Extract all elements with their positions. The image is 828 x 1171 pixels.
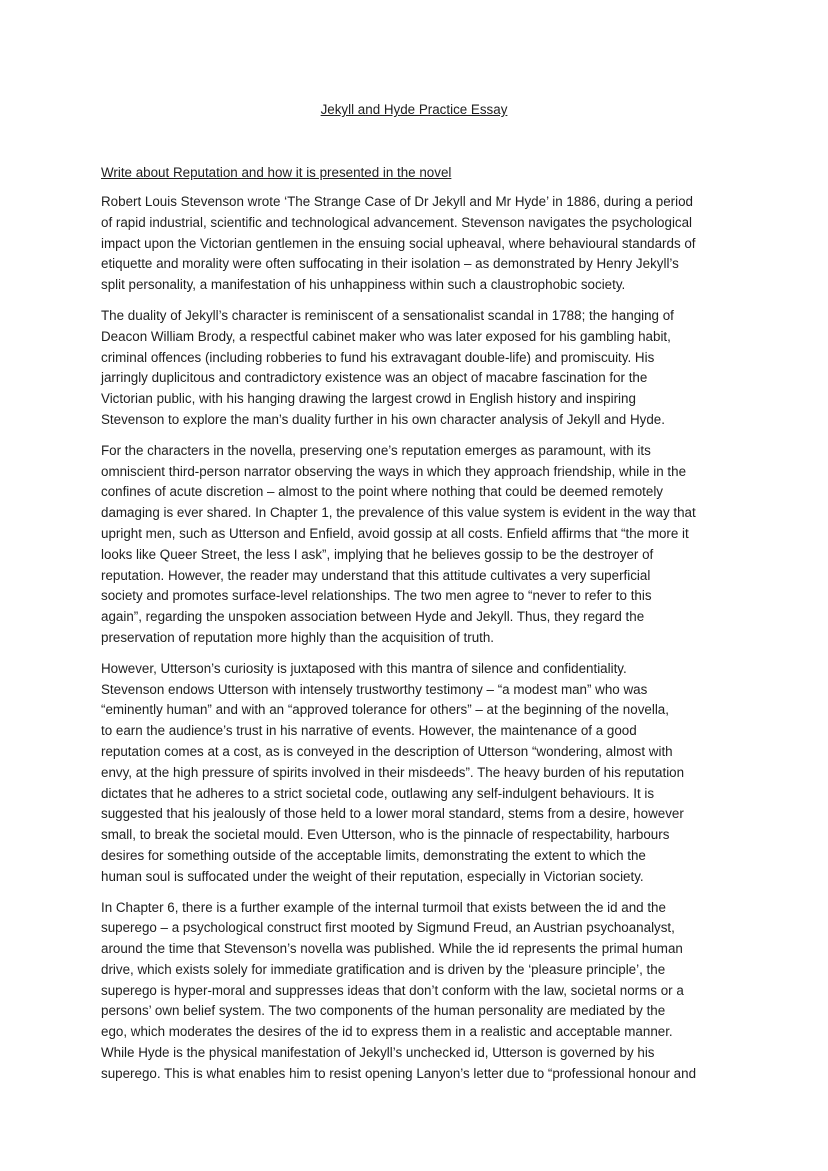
essay-title: Jekyll and Hyde Practice Essay (320, 102, 508, 117)
paragraph-line: around the time that Stevenson’s novella was published. While the id represents the primal human (101, 941, 683, 957)
essay-paragraph (101, 441, 729, 649)
paragraph-line: desires for something outside of the acceptable limits, demonstrating the extent to which the (101, 847, 646, 863)
paragraph-line: Robert Louis Stevenson wrote ‘The Strange Case of Dr Jekyll and Mr Hyde’ in 1886, during a period (101, 194, 693, 209)
paragraph-line: reputation. However, the reader may understand that this attitude cultivates a very superficial (101, 567, 651, 583)
essay-body (101, 192, 729, 1095)
paragraph-line: reputation comes at a cost, as is conveyed in the description of Utterson “wondering, almost with (101, 743, 673, 759)
essay-paragraph (101, 659, 729, 888)
paragraph-line: For the characters in the novella, preserving one’s reputation emerges as paramount, with its (101, 442, 651, 458)
paragraph-line: human soul is suffocated under the weight of their reputation, especially in Victorian society. (101, 868, 644, 884)
paragraph-line: superego. This is what enables him to resist opening Lanyon’s letter due to “professional honour and (101, 1065, 697, 1081)
paragraph-line: Stevenson endows Utterson with intensely trustworthy testimony – “a modest man” who was (101, 681, 648, 697)
paragraph-line: jarringly duplicitous and contradictory existence was an object of macabre fascination for the (101, 370, 648, 386)
paragraph-line: to earn the audience’s trust in his narrative of events. However, the maintenance of a good (101, 723, 637, 739)
paragraph-line: “eminently human” and with an “approved tolerance for others” – at the beginning of the novella, (101, 702, 669, 718)
paragraph-line: Deacon William Brody, a respectful cabinet maker who was later exposed for his gambling habit, (101, 328, 671, 344)
paragraph-line: impact upon the Victorian gentlemen in the ensuing social upheaval, where behavioural standards of (101, 235, 696, 251)
paragraph-line: small, to break the societal mould. Even Utterson, who is the pinnacle of respectability, harbours (101, 827, 670, 843)
essay-question: Write about Reputation and how it is presented in the novel (101, 165, 452, 180)
essay-paragraph (101, 306, 729, 431)
paragraph-line: In Chapter 6, there is a further example of the internal turmoil that exists between the id and the (101, 899, 666, 915)
paragraph-line: damaging is ever shared. In Chapter 1, the prevalence of this value system is evident in the way that (101, 505, 696, 521)
paragraph-line: While Hyde is the physical manifestation of Jekyll’s unchecked id, Utterson is governed by his (101, 1045, 655, 1061)
paragraph-line: society and promotes surface-level relationships. The two men agree to “never to refer to this (101, 588, 652, 604)
paragraph-line: drive, which exists solely for immediate gratification and is driven by the ‘pleasure principle’, the (101, 961, 666, 977)
paragraph-line: dictates that he adheres to a strict societal code, outlawing any self-indulgent behaviours. It is (101, 785, 655, 801)
paragraph-line: superego – a psychological construct first mooted by Sigmund Freud, an Austrian psychoanalyst, (101, 920, 675, 936)
paragraph-line: omniscient third-person narrator observing the ways in which they approach friendship, while in the (101, 463, 687, 479)
paragraph-line: preservation of reputation more highly than the acquisition of truth. (101, 629, 495, 645)
paragraph-line: ego, which moderates the desires of the id to express them in a realistic and acceptable manner. (101, 1024, 673, 1040)
essay-paragraph (101, 898, 729, 1085)
paragraph-line: etiquette and morality were often suffocating in their isolation – as demonstrated by Henry Jekyll’s (101, 256, 679, 272)
paragraph-line: upright men, such as Utterson and Enfield, avoid gossip at all costs. Enfield affirms that “the more it (101, 525, 689, 541)
paragraph-line: suggested that his jealously of those held to a lower moral standard, stems from a desire, however (101, 806, 684, 822)
paragraph-line: split personality, a manifestation of his unhappiness within such a claustrophobic society. (101, 277, 626, 293)
paragraph-line: criminal offences (including robberies to fund his extravagant double-life) and promiscuity. His (101, 349, 655, 365)
paragraph-line: again”, regarding the unspoken association between Hyde and Jekyll. Thus, they regard the (101, 609, 645, 625)
essay-paragraph (101, 192, 729, 296)
paragraph-line: Victorian public, with his hanging drawing the largest crowd in English history and inspiring (101, 391, 636, 407)
paragraph-line: envy, at the high pressure of spirits involved in their misdeeds”. The heavy burden of his reputation (101, 764, 685, 780)
paragraph-line: The duality of Jekyll’s character is reminiscent of a sensationalist scandal in 1788; the hanging of (101, 307, 674, 323)
paragraph-line: persons’ own belief system. The two components of the human personality are mediated by the (101, 1003, 666, 1019)
paragraph-line: confines of acute discretion – almost to the point where nothing that could be deemed remotely (101, 484, 664, 500)
paragraph-line: However, Utterson’s curiosity is juxtaposed with this mantra of silence and confidentiality. (101, 660, 627, 676)
paragraph-line: of rapid industrial, scientific and technological advancement. Stevenson navigates the psychological (101, 214, 693, 230)
paragraph-line: Stevenson to explore the man’s duality further in his own character analysis of Jekyll and Hyde. (101, 411, 665, 427)
paragraph-line: looks like Queer Street, the less I ask”, implying that he believes gossip to be the destroyer of (101, 546, 654, 562)
paragraph-line: superego is hyper-moral and suppresses ideas that don’t conform with the law, societal norms or a (101, 982, 684, 998)
